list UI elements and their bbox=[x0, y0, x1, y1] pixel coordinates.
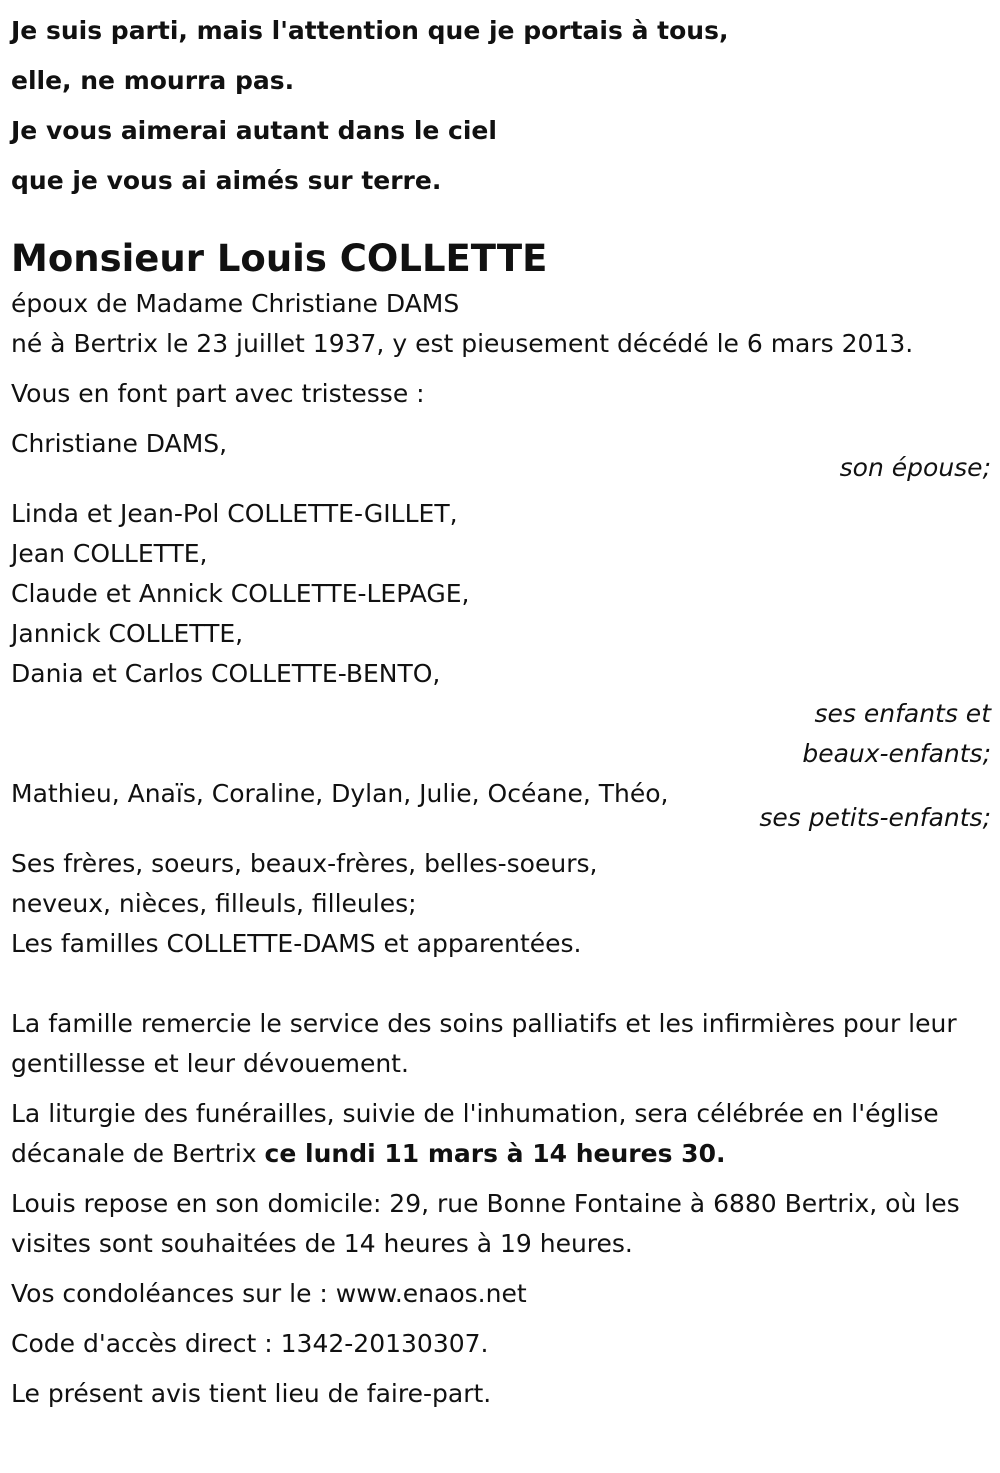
extended-family-line: Les familles COLLETTE-DAMS et apparentées. bbox=[11, 929, 582, 958]
spouse-name: Christiane DAMS, bbox=[11, 429, 228, 458]
children-role: ses enfants et bbox=[814, 699, 991, 728]
grandchildren-names: Mathieu, Anaïs, Coraline, Dylan, Julie, Océane, Théo, bbox=[11, 779, 669, 808]
extended-family bbox=[11, 844, 991, 964]
spouse-role: son épouse; bbox=[839, 453, 991, 482]
child-entry: Claude et Annick COLLETTE-LEPAGE, bbox=[11, 579, 470, 608]
spouse-line: époux de Madame Christiane DAMS bbox=[11, 289, 460, 318]
closing-line: Le présent avis tient lieu de faire-part. bbox=[11, 1379, 492, 1408]
funeral-text: La liturgie des funérailles, suivie de l'inhumation, sera célébrée en l'église décanale de Bertrix bbox=[11, 1099, 939, 1168]
child-entry: Jean COLLETTE, bbox=[11, 539, 208, 568]
quote-line: que je vous ai aimés sur terre. bbox=[11, 166, 442, 195]
child-entry: Dania et Carlos COLLETTE-BENTO, bbox=[11, 659, 441, 688]
children-role-continued: beaux-enfants; bbox=[802, 739, 991, 768]
quote-line: elle, ne mourra pas. bbox=[11, 66, 295, 95]
extended-family-line: neveux, nièces, filleuls, filleules; bbox=[11, 889, 417, 918]
children-list bbox=[11, 494, 991, 694]
quote-line: Je vous aimerai autant dans le ciel bbox=[11, 116, 497, 145]
condolences-line: Vos condoléances sur le : www.enaos.net bbox=[11, 1279, 527, 1308]
birth-death-line: né à Bertrix le 23 juillet 1937, y est pieusement décédé le 6 mars 2013. bbox=[11, 329, 914, 358]
grandchildren-role: ses petits-enfants; bbox=[759, 803, 991, 832]
access-code-line: Code d'accès direct : 1342-20130307. bbox=[11, 1329, 489, 1358]
child-entry: Jannick COLLETTE, bbox=[11, 619, 244, 648]
visitation-paragraph: Louis repose en son domicile: 29, rue Bonne Fontaine à 6880 Bertrix, où les visites sont souhaitées de 14 heures à 19 heures. bbox=[11, 1189, 960, 1258]
thanks-paragraph: La famille remercie le service des soins palliatifs et les infirmières pour leur gentillesse et leur dévouement. bbox=[11, 1009, 957, 1078]
obituary-notice bbox=[11, 6, 991, 1414]
deceased-name: Monsieur Louis COLLETTE bbox=[11, 237, 548, 280]
announce-intro: Vous en font part avec tristesse : bbox=[11, 379, 425, 408]
extended-family-line: Ses frères, soeurs, beaux-frères, belles-soeurs, bbox=[11, 849, 598, 878]
funeral-date: ce lundi 11 mars à 14 heures 30. bbox=[264, 1139, 726, 1168]
funeral-paragraph bbox=[11, 1094, 991, 1174]
child-entry: Linda et Jean-Pol COLLETTE-GILLET, bbox=[11, 499, 458, 528]
quote-line: Je suis parti, mais l'attention que je portais à tous, bbox=[11, 16, 729, 45]
epitaph-quote bbox=[11, 6, 991, 206]
